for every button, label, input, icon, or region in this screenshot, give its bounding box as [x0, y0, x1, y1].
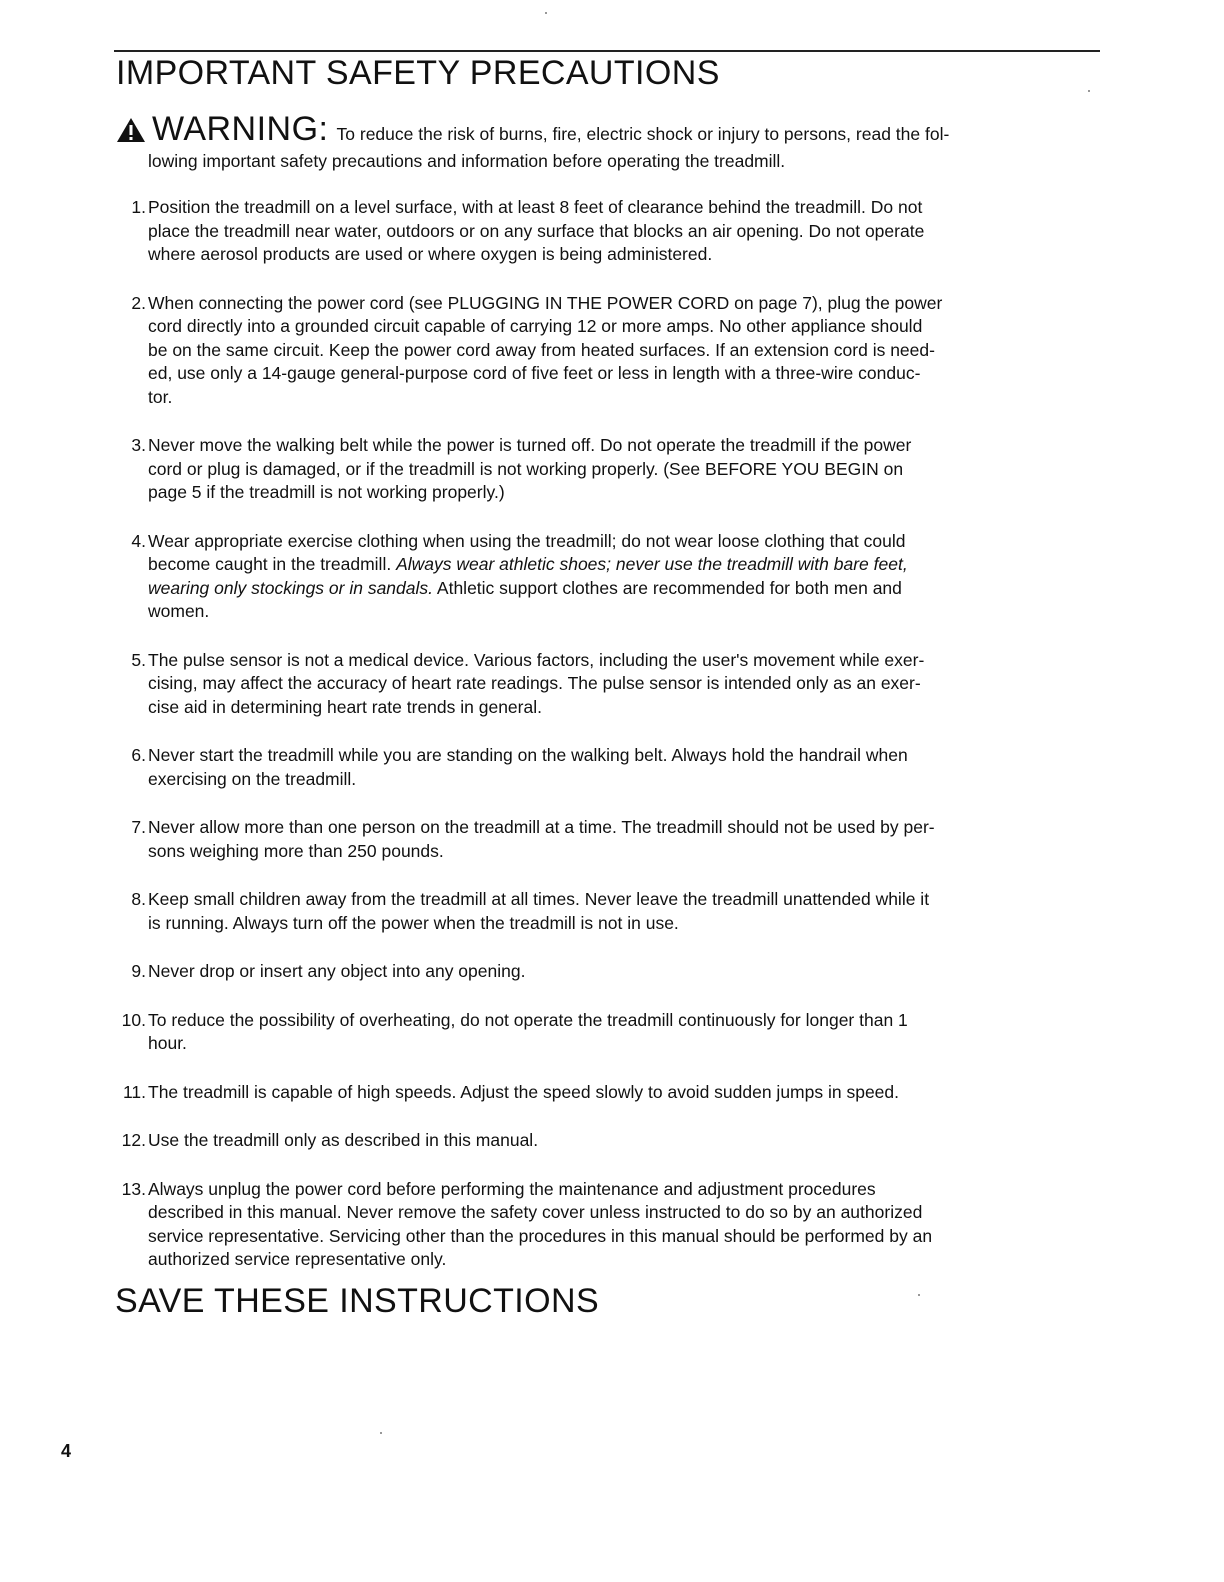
list-item: [0, 530, 1224, 624]
page-number: 4: [61, 1441, 72, 1461]
item-number: 5.: [131, 649, 146, 670]
item-text: To reduce the possibility of overheating, do not operate the treadmill continuously for longer than 1: [148, 1009, 908, 1030]
item-text: page 5 if the treadmill is not working properly.): [148, 482, 505, 502]
scan-speck: [545, 12, 547, 14]
item-text: cord or plug is damaged, or if the treadmill is not working properly. (See BEFORE YOU BEGIN on: [148, 458, 904, 479]
item-number: 9.: [131, 961, 146, 981]
item-number: 4.: [131, 530, 146, 551]
list-item: [0, 1009, 1224, 1056]
item-number: 10.: [121, 1009, 146, 1030]
item-text: Keep small children away from the treadmill at all times. Never leave the treadmill unattended while it: [148, 889, 930, 909]
item-text-emphasis: Always wear athletic shoes; never use the treadmill with bare feet,: [396, 554, 908, 574]
item-text: Use the treadmill only as described in this manual.: [148, 1130, 539, 1150]
save-instructions-heading: SAVE THESE INSTRUCTIONS: [115, 1282, 600, 1320]
scan-speck: [1088, 90, 1090, 92]
item-text: cise aid in determining heart rate trends in general.: [148, 696, 542, 717]
item-text: Wear appropriate exercise clothing when using the treadmill; do not wear loose clothing that could: [148, 530, 906, 551]
list-item: [0, 1129, 1224, 1153]
scan-speck: [380, 1432, 382, 1434]
list-item: [0, 744, 1224, 791]
item-number: 3.: [131, 435, 146, 455]
warning-text-line-1: To reduce the risk of burns, fire, electric shock or injury to persons, read the fol-: [336, 124, 950, 144]
item-text: hour.: [148, 1033, 187, 1053]
item-text: sons weighing more than 250 pounds.: [148, 840, 444, 861]
page-title: IMPORTANT SAFETY PRECAUTIONS: [116, 54, 720, 92]
item-text: tor.: [148, 386, 173, 407]
item-text-plain: become caught in the treadmill.: [148, 554, 397, 574]
item-text: Always unplug the power cord before performing the maintenance and adjustment procedures: [148, 1178, 876, 1199]
item-text: authorized service representative only.: [148, 1249, 447, 1269]
list-item: [0, 1081, 1224, 1105]
warning-block: [116, 110, 1096, 172]
list-item: [0, 434, 1224, 505]
item-text: Never start the treadmill while you are standing on the walking belt. Always hold the handrail when: [148, 745, 908, 765]
item-text: described in this manual. Never remove the safety cover unless instructed to do so by an authorized: [148, 1202, 923, 1222]
list-item: [0, 888, 1224, 935]
item-text: is running. Always turn off the power when the treadmill is not in use.: [148, 912, 679, 933]
item-text-emphasis: wearing only stockings or in sandals.: [148, 577, 434, 598]
item-text: When connecting the power cord (see PLUGGING IN THE POWER CORD on page 7), plug the power: [148, 292, 943, 313]
item-text: cising, may affect the accuracy of heart rate readings. The pulse sensor is intended only as an exer-: [148, 673, 921, 693]
item-number: 2.: [131, 292, 146, 313]
item-text: [148, 577, 1108, 601]
item-text: Never move the walking belt while the power is turned off. Do not operate the treadmill if the power: [148, 435, 912, 455]
item-text: where aerosol products are used or where oxygen is being administered.: [148, 244, 713, 264]
list-item: [0, 816, 1224, 863]
item-text: Position the treadmill on a level surface, with at least 8 feet of clearance behind the treadmill. Do not: [148, 197, 923, 217]
list-item: [0, 960, 1224, 984]
item-number: 7.: [131, 817, 146, 837]
scan-speck: [918, 1294, 920, 1296]
item-number: 12.: [121, 1130, 146, 1150]
item-text: women.: [148, 601, 210, 621]
safety-precautions-list: [0, 196, 1224, 1297]
list-item: [0, 1178, 1224, 1272]
item-text: place the treadmill near water, outdoors or on any surface that blocks an air opening. Do not operate: [148, 220, 925, 241]
top-rule: [114, 50, 1100, 52]
item-text-plain: Athletic support clothes are recommended for both men and: [433, 577, 902, 598]
item-text: The treadmill is capable of high speeds. Adjust the speed slowly to avoid sudden jumps in speed.: [148, 1081, 900, 1102]
warning-triangle-icon: [116, 117, 146, 143]
item-number: 13.: [121, 1178, 146, 1199]
item-number: 6.: [131, 745, 146, 765]
list-item: [0, 649, 1224, 720]
item-text: service representative. Servicing other than the procedures in this manual should be performed by an: [148, 1225, 933, 1246]
list-item: [0, 196, 1224, 267]
item-text: be on the same circuit. Keep the power cord away from heated surfaces. If an extension cord is need-: [148, 339, 935, 360]
item-text: ed, use only a 14-gauge general-purpose cord of five feet or less in length with a three-wire conduc-: [148, 363, 921, 383]
item-text: The pulse sensor is not a medical device. Various factors, including the user's movement while exer-: [148, 649, 925, 670]
item-number: 1.: [131, 197, 146, 217]
item-text: [148, 553, 1108, 577]
item-text: cord directly into a grounded circuit capable of carrying 12 or more amps. No other appliance should: [148, 316, 923, 336]
item-number: 11.: [122, 1081, 146, 1102]
warning-label: WARNING:: [152, 110, 329, 148]
item-number: 8.: [131, 889, 146, 909]
list-item: [0, 292, 1224, 410]
item-text: Never allow more than one person on the treadmill at a time. The treadmill should not be used by per-: [148, 817, 935, 837]
item-text: Never drop or insert any object into any opening.: [148, 961, 526, 981]
item-text: exercising on the treadmill.: [148, 768, 357, 789]
warning-text-line-2: lowing important safety precautions and information before operating the treadmill.: [148, 151, 786, 171]
